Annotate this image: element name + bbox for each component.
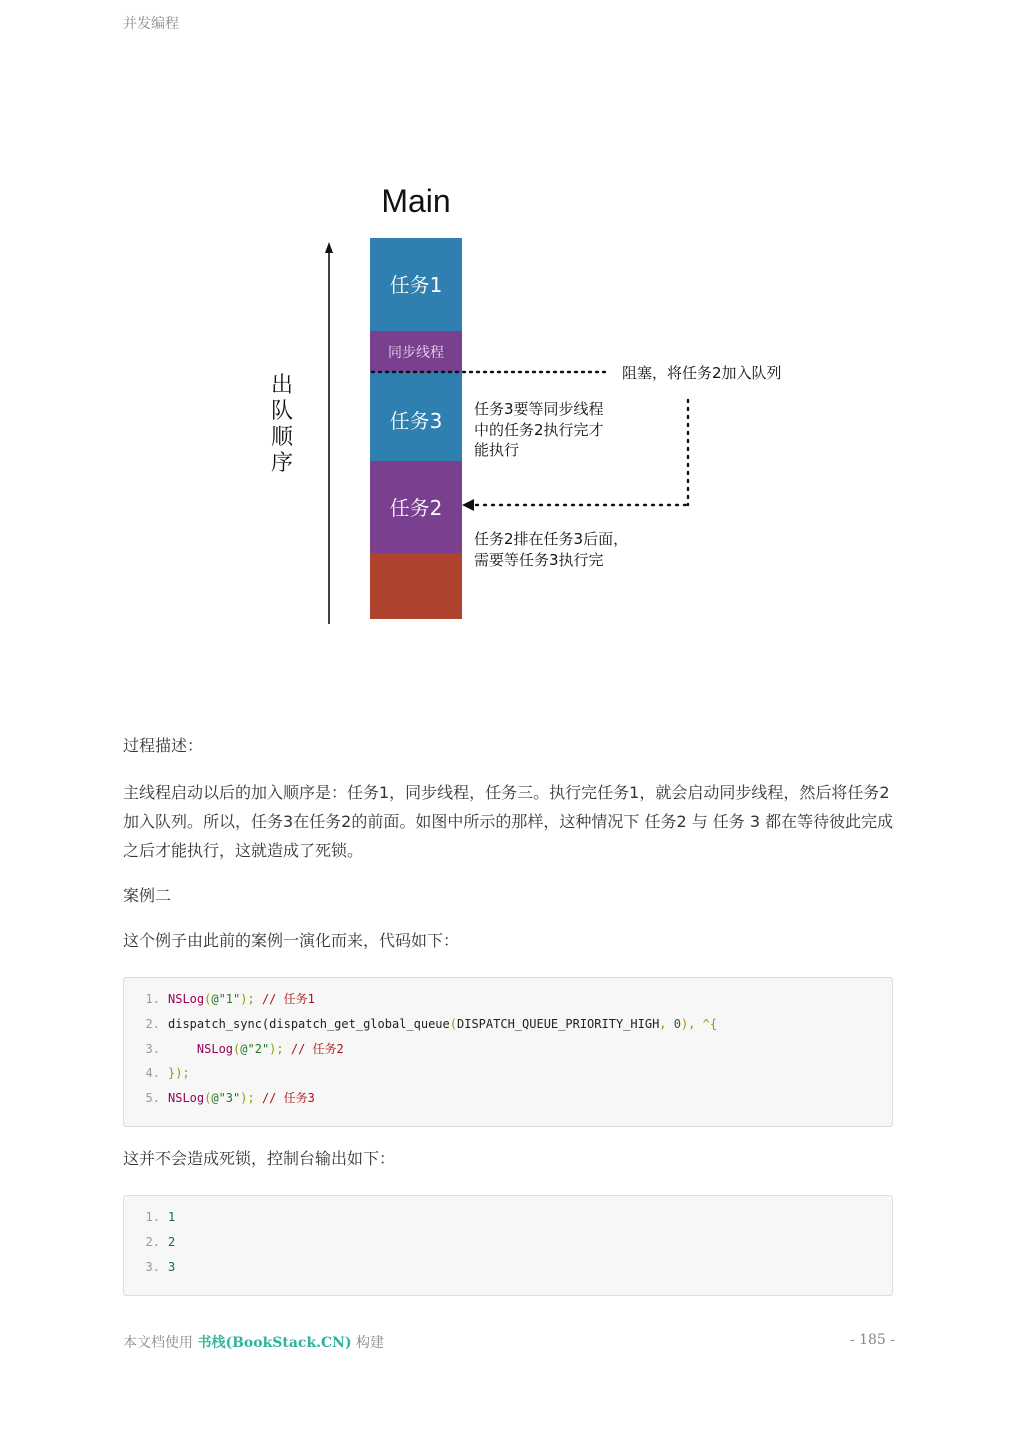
paragraph-code-intro: 这个例子由此前的案例一演化而来，代码如下： (123, 931, 460, 950)
block-task1-label: 任务1 (389, 273, 443, 297)
block-sync-thread-label: 同步线程 (388, 345, 444, 361)
paragraph-process-description: 主线程启动以后的加入顺序是：任务1，同步线程，任务三。执行完任务1，就会启动同步线程，然后将任务2加入队列。所以，任务3在任务2的前面。如图中所示的那样，这种情况下 任务2 与 任务 3 都在等待彼此完成之后才能执行，这就造成了死锁。 (123, 783, 894, 860)
annotation-task3-line2: 中的任务2执行完才 (474, 421, 604, 439)
queue-diagram (0, 0, 1019, 700)
bookstack-link[interactable]: 书栈(BookStack.CN) (197, 1335, 352, 1351)
code-line: 5. NSLog(@"3"); // 任务3 (145, 1091, 315, 1105)
code-block-output (123, 1195, 893, 1296)
running-header: 并发编程 (123, 16, 179, 32)
annotation-task2-line1: 任务2排在任务3后面， (474, 530, 629, 548)
paragraph-output-intro: 这并不会造成死锁，控制台输出如下： (123, 1149, 396, 1168)
code-line: 2. dispatch_sync(dispatch_get_global_queue(DISPATCH_QUEUE_PRIORITY_HIGH, 0), ^{ (145, 1017, 718, 1031)
block-task3-label: 任务3 (389, 409, 443, 433)
axis-label-char-4: 序 (270, 451, 294, 476)
code-line: 3. NSLog(@"2"); // 任务2 (145, 1042, 344, 1056)
axis-label-char-3: 顺 (270, 425, 294, 450)
output-line: 2. 2 (145, 1235, 176, 1249)
output-line: 3. 3 (145, 1260, 176, 1274)
return-arrowhead-icon (462, 499, 474, 511)
footer-credit: 本文档使用 书栈(BookStack.CN) 构建 (123, 1335, 385, 1351)
axis-label-char-2: 队 (270, 399, 294, 424)
axis-label-char-1: 出 (270, 373, 294, 398)
block-task2-label: 任务2 (389, 496, 443, 520)
diagram-title: Main (381, 183, 451, 219)
page-number: - 185 - (849, 1332, 895, 1348)
code-block-example (123, 977, 893, 1127)
paragraph-case-two: 案例二 (123, 886, 172, 905)
paragraph-process-heading: 过程描述： (123, 736, 204, 755)
annotation-task3-line1: 任务3要等同步线程 (474, 400, 604, 418)
annotation-task3-line3: 能执行 (474, 441, 520, 459)
order-axis-arrowhead-icon (325, 242, 333, 253)
annotation-block: 阻塞，将任务2加入队列 (622, 364, 782, 382)
annotation-task2-line2: 需要等任务3执行完 (474, 551, 604, 569)
output-line: 1. 1 (145, 1210, 176, 1224)
code-line: 1. NSLog(@"1"); // 任务1 (145, 992, 315, 1006)
block-bottom (370, 553, 462, 619)
code-line: 4. }); (145, 1066, 190, 1080)
